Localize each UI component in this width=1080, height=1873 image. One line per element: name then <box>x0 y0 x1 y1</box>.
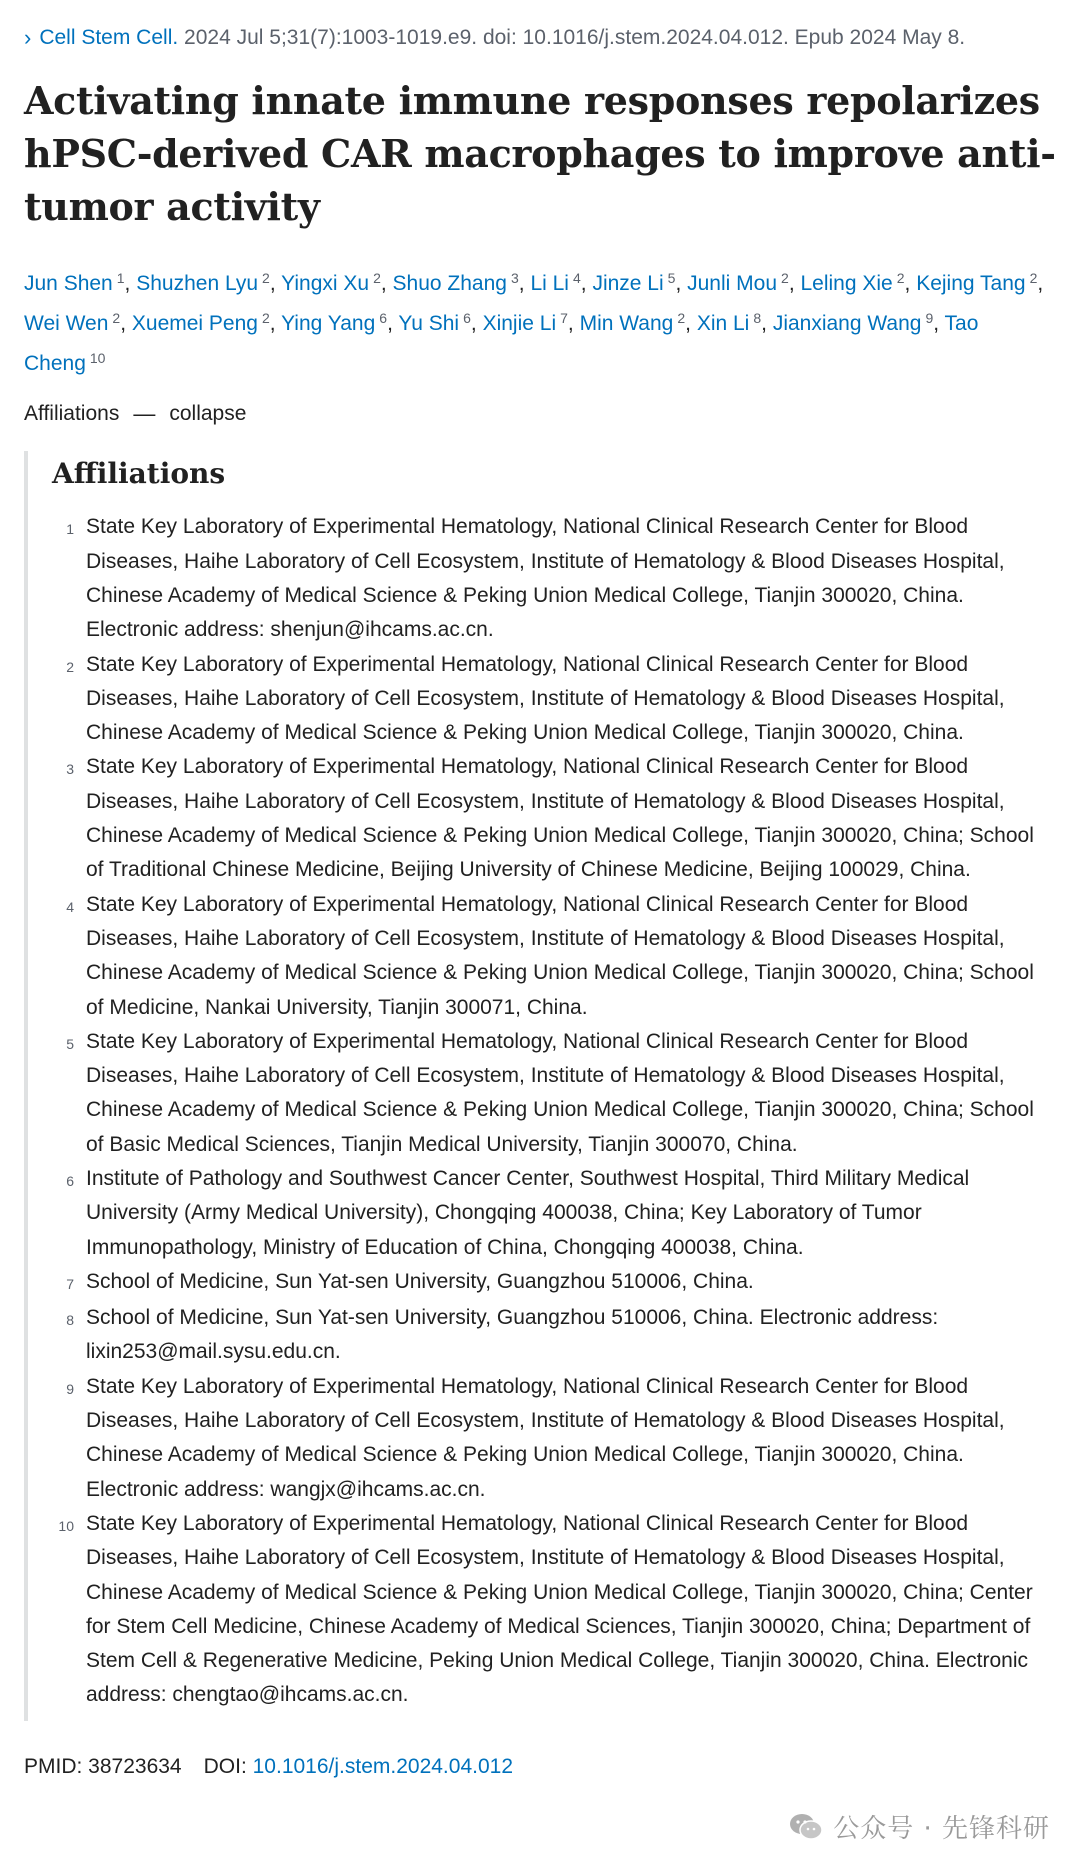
author-item <box>136 272 270 295</box>
author-name-link[interactable]: Leling Xie <box>800 272 893 296</box>
affiliation-item <box>52 1025 1062 1162</box>
affiliation-text: School of Medicine, Sun Yat-sen University, Guangzhou 510006, China. Electronic address: lixin253@mail.sysu.edu.cn. <box>86 1306 939 1364</box>
author-item <box>24 312 120 335</box>
author-affiliation-ref[interactable]: 2 <box>112 310 121 327</box>
author-item <box>773 312 933 335</box>
author-name-link[interactable]: Jianxiang Wang <box>772 312 922 336</box>
doi-label: DOI: <box>203 1754 247 1778</box>
author-item <box>24 272 125 295</box>
author-affiliation-ref[interactable]: 6 <box>463 310 471 327</box>
author-name-link[interactable]: Xin Li <box>696 312 750 336</box>
affiliation-text: State Key Laboratory of Experimental Hematology, National Clinical Research Center for Blood Diseases, Haihe Laboratory of Cell Ecosystem, Institute of Hematology & Blood Diseases Hospital, Chinese Academy of Medical Science & Peking Union Medical College, Tianjin 300020, China; Center for Stem Cell Medicine, Chinese Academy of Medical Sciences, Tianjin 300020, China; Department of Stem Cell & Regenerative Medicine, Peking Union Medical College, Tianjin 300020, China. Electronic address: chengtao@ihcams.ac.cn. <box>86 1511 1033 1707</box>
author-affiliation-ref[interactable]: 4 <box>572 270 581 287</box>
author-affiliation-ref[interactable]: 10 <box>89 350 106 367</box>
author-name-link[interactable]: Shuo Zhang <box>392 272 507 296</box>
author-item <box>132 312 270 335</box>
chevron-right-icon[interactable]: › <box>24 25 32 50</box>
affiliation-number: 10 <box>58 1517 74 1534</box>
affiliations-toggle-action[interactable]: collapse <box>169 402 247 426</box>
author-name-link[interactable]: Li Li <box>530 272 569 296</box>
author-name-link[interactable]: Ying Yang <box>281 312 376 336</box>
affiliation-item <box>52 1301 1062 1370</box>
affiliation-number: 3 <box>66 761 74 778</box>
affiliations-panel <box>24 451 1062 1720</box>
author-affiliation-ref[interactable]: 2 <box>373 270 381 287</box>
affiliation-text: Institute of Pathology and Southwest Cancer Center, Southwest Hospital, Third Military Medical University (Army Medical University), Chongqing 400038, China; Key Laboratory of Tumor Immunopathology, Ministry of Education of China, Chongqing 400038, China. <box>86 1166 970 1259</box>
affiliation-text: State Key Laboratory of Experimental Hematology, National Clinical Research Center for Blood Diseases, Haihe Laboratory of Cell Ecosystem, Institute of Hematology & Blood Diseases Hospital, Chinese Academy of Medical Science & Peking Union Medical College, Tianjin 300020, China. <box>86 652 1005 745</box>
author-affiliation-ref[interactable]: 2 <box>261 310 270 327</box>
author-name-link[interactable]: Xinjie Li <box>482 312 557 336</box>
author-item <box>687 272 789 295</box>
affiliation-number: 6 <box>66 1172 74 1189</box>
affiliations-heading: Affiliations <box>52 457 226 491</box>
author-name-link[interactable]: Xuemei Peng <box>131 312 258 336</box>
doi <box>204 1755 513 1779</box>
affiliation-item <box>52 648 1062 751</box>
collapse-dash-icon: — <box>133 401 156 427</box>
wechat-icon <box>789 1812 823 1842</box>
affiliation-item <box>52 1507 1062 1713</box>
affiliations-toggle[interactable] <box>24 401 1056 427</box>
author-list: Jun Shen $^1$, Shuzhen Lyu $^2$, Yingxi Xu $^2$, Shuo Zhang $^3$, Li Li $^4$, Jinze Li $^5$, Junli Mou $^2$, Leling Xie $^2$, Kejing Tang $^2$, Wei Wen $^2$, Xuemei Peng $^2$, Ying Yang $^6$, Yu Shi $^6$, Xinjie Li $^7$, Min Wang $^2$, Xin Li $^8$, Jianxiang Wang $^9$, Tao Cheng $^{10}$ <box>24 270 1044 376</box>
affiliations-list <box>52 510 1062 1712</box>
doi-link[interactable]: 10.1016/j.stem.2024.04.012 <box>252 1754 513 1778</box>
author-name-link[interactable]: Jun Shen <box>24 272 113 296</box>
author-affiliation-ref[interactable]: 9 <box>925 310 934 327</box>
affiliation-number: 4 <box>66 898 74 915</box>
affiliation-text: School of Medicine, Sun Yat-sen University, Guangzhou 510006, China. <box>86 1269 754 1293</box>
identifiers <box>24 1755 1056 1779</box>
affiliation-text: State Key Laboratory of Experimental Hematology, National Clinical Research Center for Blood Diseases, Haihe Laboratory of Cell Ecosystem, Institute of Hematology & Blood Diseases Hospital, Chinese Academy of Medical Science & Peking Union Medical College, Tianjin 300020, China; School of Traditional Chinese Medicine, Beijing University of Chinese Medicine, Beijing 100029, China. <box>86 755 1034 882</box>
watermark-text: 公众号 · 先锋科研 <box>833 1814 1050 1844</box>
author-item <box>483 312 568 335</box>
author-affiliation-ref[interactable]: 2 <box>781 270 789 287</box>
author-name-link[interactable]: Min Wang <box>579 312 674 336</box>
author-affiliation-ref[interactable]: 3 <box>510 270 519 287</box>
affiliations-toggle-label: Affiliations <box>24 402 120 426</box>
affiliation-item <box>52 888 1062 1025</box>
affiliation-number: 2 <box>66 658 74 675</box>
watermark <box>789 1808 1050 1845</box>
author-affiliation-ref[interactable]: 7 <box>560 310 568 327</box>
author-item <box>916 272 1037 295</box>
author-affiliation-ref[interactable]: 2 <box>677 310 686 327</box>
author-name-link[interactable]: Yu Shi <box>398 312 460 336</box>
author-name-link[interactable]: Junli Mou <box>687 272 778 296</box>
affiliation-text: State Key Laboratory of Experimental Hematology, National Clinical Research Center for Blood Diseases, Haihe Laboratory of Cell Ecosystem, Institute of Hematology & Blood Diseases Hospital, Chinese Academy of Medical Science & Peking Union Medical College, Tianjin 300020, China. Electronic address: shenjun@ihcams.ac.cn. <box>86 515 1005 642</box>
author-name-link[interactable]: Jinze Li <box>592 272 664 296</box>
author-name-link[interactable]: Yingxi Xu <box>281 272 370 296</box>
author-item <box>281 312 387 335</box>
author-name-link[interactable]: Shuzhen Lyu <box>136 272 259 296</box>
affiliation-number: 5 <box>66 1035 74 1052</box>
author-item <box>800 272 904 295</box>
citation-line <box>24 22 1056 52</box>
article-title: Activating innate immune responses repolarizes hPSC-derived CAR macrophages to improve anti-tumor activity <box>24 78 1056 230</box>
author-item <box>398 312 471 335</box>
affiliation-text: State Key Laboratory of Experimental Hematology, National Clinical Research Center for Blood Diseases, Haihe Laboratory of Cell Ecosystem, Institute of Hematology & Blood Diseases Hospital, Chinese Academy of Medical Science & Peking Union Medical College, Tianjin 300020, China; School of Basic Medical Sciences, Tianjin Medical University, Tianjin 300070, China. <box>86 1029 1034 1156</box>
author-affiliation-ref[interactable]: 5 <box>667 270 676 287</box>
author-item <box>530 272 580 295</box>
affiliation-number: 1 <box>66 521 74 538</box>
author-item <box>592 272 675 295</box>
author-item <box>697 312 761 335</box>
citation-details: 2024 Jul 5;31(7):1003-1019.e9. doi: 10.1016/j.stem.2024.04.012. Epub 2024 May 8. <box>184 26 966 49</box>
author-affiliation-ref[interactable]: 2 <box>896 270 905 287</box>
author-name-link[interactable]: Tao Cheng <box>24 312 979 376</box>
affiliation-item <box>52 510 1062 647</box>
affiliation-item <box>52 1370 1062 1507</box>
author-item <box>580 312 686 335</box>
author-affiliation-ref[interactable]: 2 <box>262 270 270 287</box>
affiliation-text: State Key Laboratory of Experimental Hematology, National Clinical Research Center for Blood Diseases, Haihe Laboratory of Cell Ecosystem, Institute of Hematology & Blood Diseases Hospital, Chinese Academy of Medical Science & Peking Union Medical College, Tianjin 300020, China. Electronic address: wangjx@ihcams.ac.cn. <box>86 1374 1005 1501</box>
pmid: PMID: 38723634 <box>24 1754 182 1778</box>
author-affiliation-ref[interactable]: 8 <box>753 310 762 327</box>
affiliation-number: 9 <box>66 1380 74 1397</box>
journal-link[interactable]: Cell Stem Cell. <box>39 26 179 49</box>
author-name-link[interactable]: Kejing Tang <box>916 272 1026 296</box>
author-item <box>393 272 519 295</box>
author-affiliation-ref[interactable]: 6 <box>379 310 388 327</box>
affiliation-text: State Key Laboratory of Experimental Hematology, National Clinical Research Center for Blood Diseases, Haihe Laboratory of Cell Ecosystem, Institute of Hematology & Blood Diseases Hospital, Chinese Academy of Medical Science & Peking Union Medical College, Tianjin 300020, China; School of Medicine, Nankai University, Tianjin 300071, China. <box>86 892 1034 1019</box>
affiliation-item <box>52 1265 1062 1301</box>
author-affiliation-ref[interactable]: 1 <box>116 270 125 287</box>
affiliation-number: 8 <box>66 1312 74 1329</box>
author-name-link[interactable]: Wei Wen <box>24 312 109 336</box>
author-affiliation-ref[interactable]: 2 <box>1029 270 1038 287</box>
affiliation-item <box>52 1162 1062 1265</box>
affiliation-number: 7 <box>66 1275 74 1292</box>
affiliation-item <box>52 750 1062 887</box>
author-item <box>281 272 381 295</box>
